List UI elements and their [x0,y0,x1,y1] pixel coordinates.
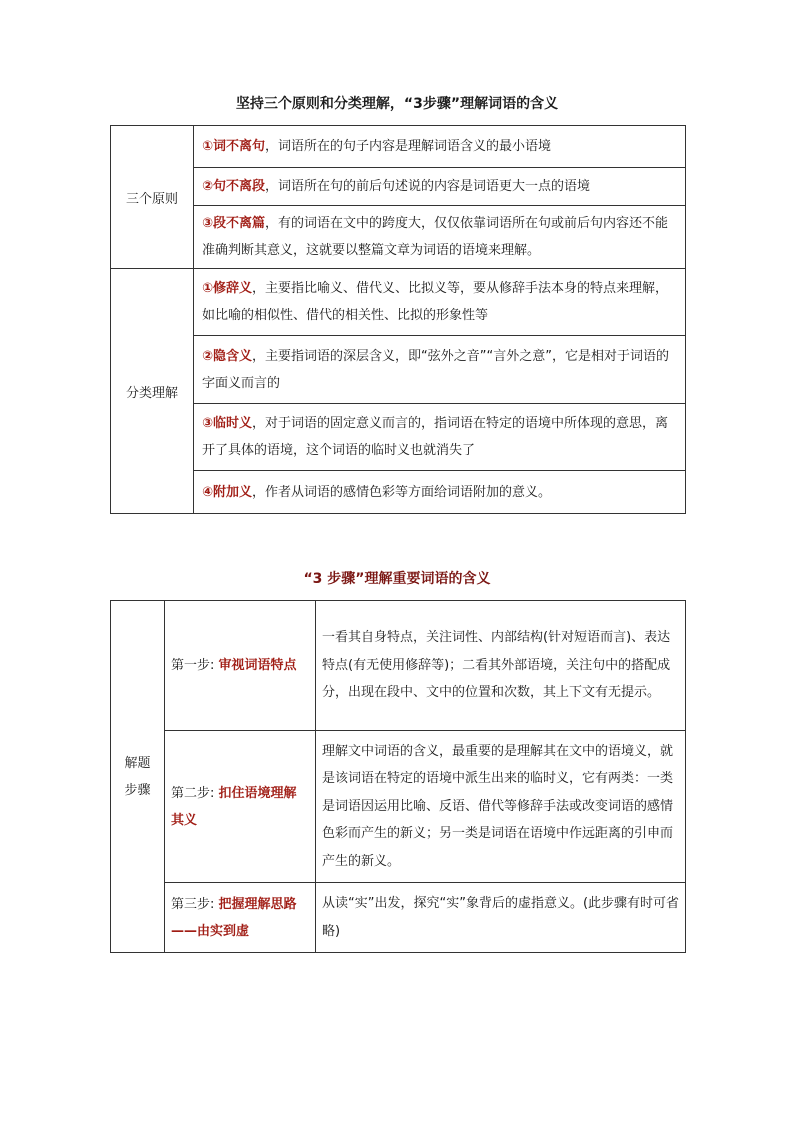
step-prefix: 第二步: [171,785,215,801]
class-row-1 [194,269,686,336]
table-row [111,601,686,731]
principle-key: ①词不离句 [202,139,266,154]
class-key: ③临时义 [202,416,253,431]
class-row-3 [194,404,686,471]
principle-row-2 [194,168,686,206]
principle-text: ，词语所在的句子内容是理解词语含义的最小语境 [265,139,552,154]
group-label-principles: 三个原则 [111,126,194,269]
table-row [111,168,686,206]
class-text: ，主要指词语的深层含义，即“弦外之音”“言外之意”，它是相对于词语的字面义而言的 [202,348,669,391]
class-text: ，对于词语的固定意义而言的，指词语在特定的语境中所体现的意思，离开了具体的语境，这个词语的临时义也就消失了 [202,416,669,458]
class-key: ①修辞义 [202,281,253,296]
table-row [111,269,686,336]
class-text: ，主要指比喻义、借代义、比拟义等，要从修辞手法本身的特点来理解，如比喻的相似性、借代的相关性、比拟的形象性等 [202,281,669,323]
step-prefix: 第一步: [171,658,215,673]
principle-row-3 [194,206,686,269]
step-2-title [165,731,316,883]
step-key: 把握理解思路——由实到虚 [171,896,297,939]
table-row [111,206,686,269]
principle-key: ③段不离篇 [202,216,266,231]
step-key: 扣住语境理解其义 [171,785,297,828]
section1-title: 坚持三个原则和分类理解，“3步骤”理解词语的含义 [235,96,559,112]
step-prefix: 第三步: [171,896,215,912]
principles-table [110,125,686,514]
table-row [111,126,686,168]
principle-text: ，词语所在句的前后句述说的内容是词语更大一点的语境 [265,179,591,194]
class-row-2 [194,336,686,404]
steps-label [111,601,165,953]
section2-title: “3 步骤”理解重要词语的含义 [303,571,491,587]
class-row-4 [194,471,686,514]
table-row [111,883,686,953]
table-row [111,336,686,404]
step-3-title [165,883,316,953]
principle-text: ，有的词语在文中的跨度大，仅仅依靠词语所在句或前后句内容还不能准确判断其意义，这就要以整篇文章为词语的语境来理解。 [202,216,669,258]
step-key: 审视词语特点 [218,658,297,673]
principle-key: ②句不离段 [202,179,266,194]
steps-label-line2: 步骤 [124,782,151,798]
step-1-desc: 一看其自身特点，关注词性、内部结构(针对短语而言)、表达特点(有无使用修辞等)；二看其外部语境，关注句中的搭配成分，出现在段中、文中的位置和次数，其上下文有无提示。 [316,601,686,731]
step-3-desc: 从读“实”出发，探究“实”象背后的虚指意义。(此步骤有时可省略) [316,883,686,953]
steps-table [110,600,686,953]
step-2-desc: 理解文中词语的含义，最重要的是理解其在文中的语境义，就是该词语在特定的语境中派生出来的临时义，它有两类：一类是词语因运用比喻、反语、借代等修辞手法或改变词语的感情色彩而产生的新义；另一类是词语在语境中作远距离的引申而产生的新义。 [316,731,686,883]
table-row [111,731,686,883]
class-key: ④附加义 [202,484,253,500]
class-text: ，作者从词语的感情色彩等方面给词语附加的意义。 [252,484,552,500]
principle-row-1 [194,126,686,168]
class-key: ②隐含义 [202,348,253,364]
table-row [111,404,686,471]
step-1-title [165,601,316,731]
table-row [111,471,686,514]
group-label-classification: 分类理解 [111,269,194,514]
steps-label-line1: 解题 [124,755,151,771]
